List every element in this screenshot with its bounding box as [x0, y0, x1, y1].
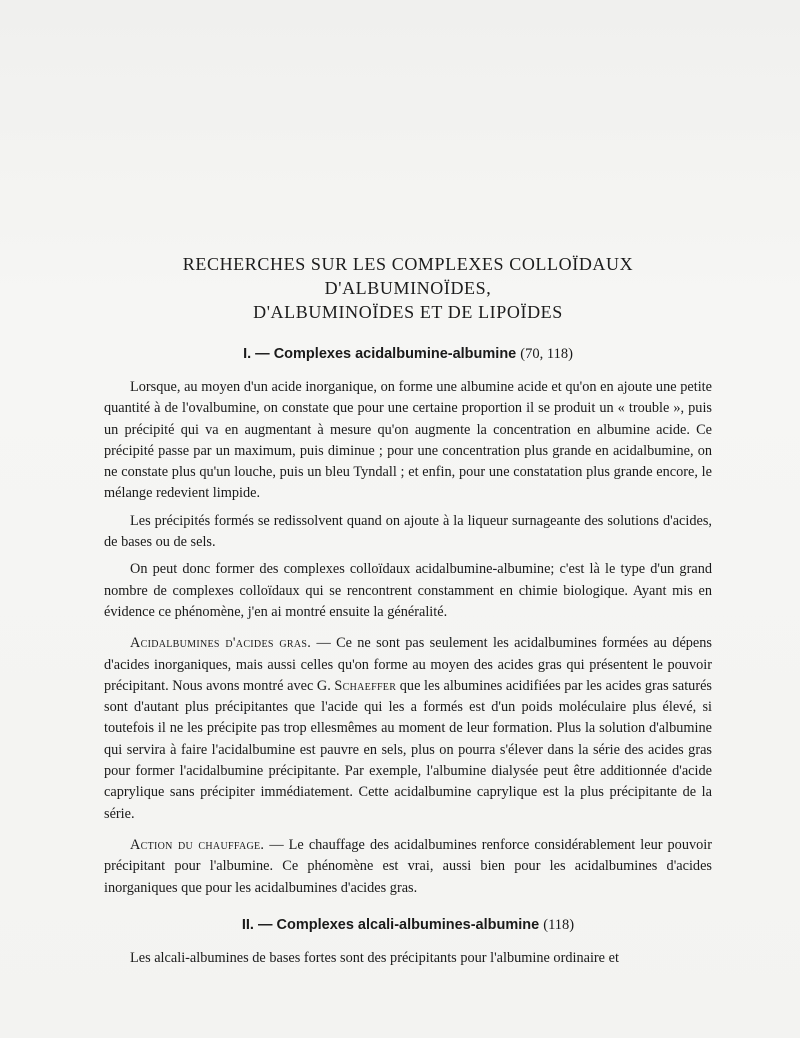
subsection-paragraph-fatty-acids — [104, 633, 712, 825]
subsection-lead: Acidalbumines d'acides gras. — [130, 635, 312, 652]
section-heading-text: I. — Complexes acidalbumine-albumine — [243, 346, 517, 362]
page-content — [104, 252, 712, 975]
section-heading-2 — [104, 917, 712, 934]
subsection-text: — Le chauffage des acidalbumines renforce considérablement leur pouvoir précipitant pour l'albumine. Ce phénomène est vrai, aussi bien pour les acidalbumines d'acides inorganiques que pour les acidalbumines d'acides gras. — [104, 836, 713, 896]
section-reference: (118) — [543, 916, 575, 933]
page-title — [104, 252, 712, 324]
section-heading-1 — [104, 346, 712, 363]
author-name: Schaeffer — [334, 677, 397, 694]
subsection-text: — Ce ne sont pas seulement les acidalbumines formées au dépens d'acides inorganiques, mais aussi celles qu'on forme au moyen des acides gras qui présentent le pouvoir précipitant. Nous avons montré avec G. — [104, 635, 712, 694]
paragraph: Les précipités formés se redissolvent quand on ajoute à la liqueur surnageante des solutions d'acides, de bases ou de sels. — [104, 512, 712, 551]
subsection-lead: Action du chauffage. — [130, 836, 265, 853]
paragraph: Lorsque, au moyen d'un acide inorganique, on forme une albumine acide et qu'on en ajoute une petite quantité à de l'ovalbumine, on constate que pour une certaine proportion il se produit un « trouble », puis un précipité qui va en augmentant à mesure qu'on augmente la concentration en albumine acide. Ce précipité passe par un maximum, puis diminue ; pour une concentration plus grande en acidalbumine, on ne constate plus qu'un louche, puis un bleu Tyndall ; et enfin, pour une constatation plus grande encore, le mélange redevient limpide. — [104, 379, 712, 502]
subsection-text: que les albumines acidifiées par les acides gras saturés sont d'autant plus précipitantes que l'acide qui les a formés est d'un poids moléculaire plus élevé, si toutefois il ne les précipite pas trop ellesmêmes au moment de leur formation. Plus la solution d'albumine qui servira à faire l'acidalbumine est pauvre en sels, plus on pourra s'élever dans la série des acides gras pour former l'acidalbumine précipitante. Par exemple, l'albumine dialysée peut être additionnée d'acide caprylique sans précipiter immédiatement. Cette acidalbumine caprylique est la plus précipitante de la série. — [104, 677, 712, 822]
subsection-paragraph-heating — [104, 835, 712, 899]
section-reference: (70, 118) — [520, 346, 573, 362]
paragraph: Les alcali-albumines de bases fortes sont des précipitants pour l'albumine ordinaire et — [130, 949, 619, 966]
section-heading-text: II. — Complexes alcali-albumines-albumine — [241, 916, 540, 933]
title-line-1: RECHERCHES SUR LES COMPLEXES COLLOÏDAUX D'ALBUMINOÏDES, — [182, 254, 634, 298]
title-line-2: D'ALBUMINOÏDES ET DE LIPOÏDES — [253, 302, 563, 322]
paragraph: On peut donc former des complexes colloïdaux acidalbumine-albumine; c'est là le type d'un grand nombre de complexes colloïdaux qui se rencontrent constamment en chimie biologique. Ayant mis en évidence ce phénomène, j'en ai montré ensuite la généralité. — [104, 561, 712, 620]
